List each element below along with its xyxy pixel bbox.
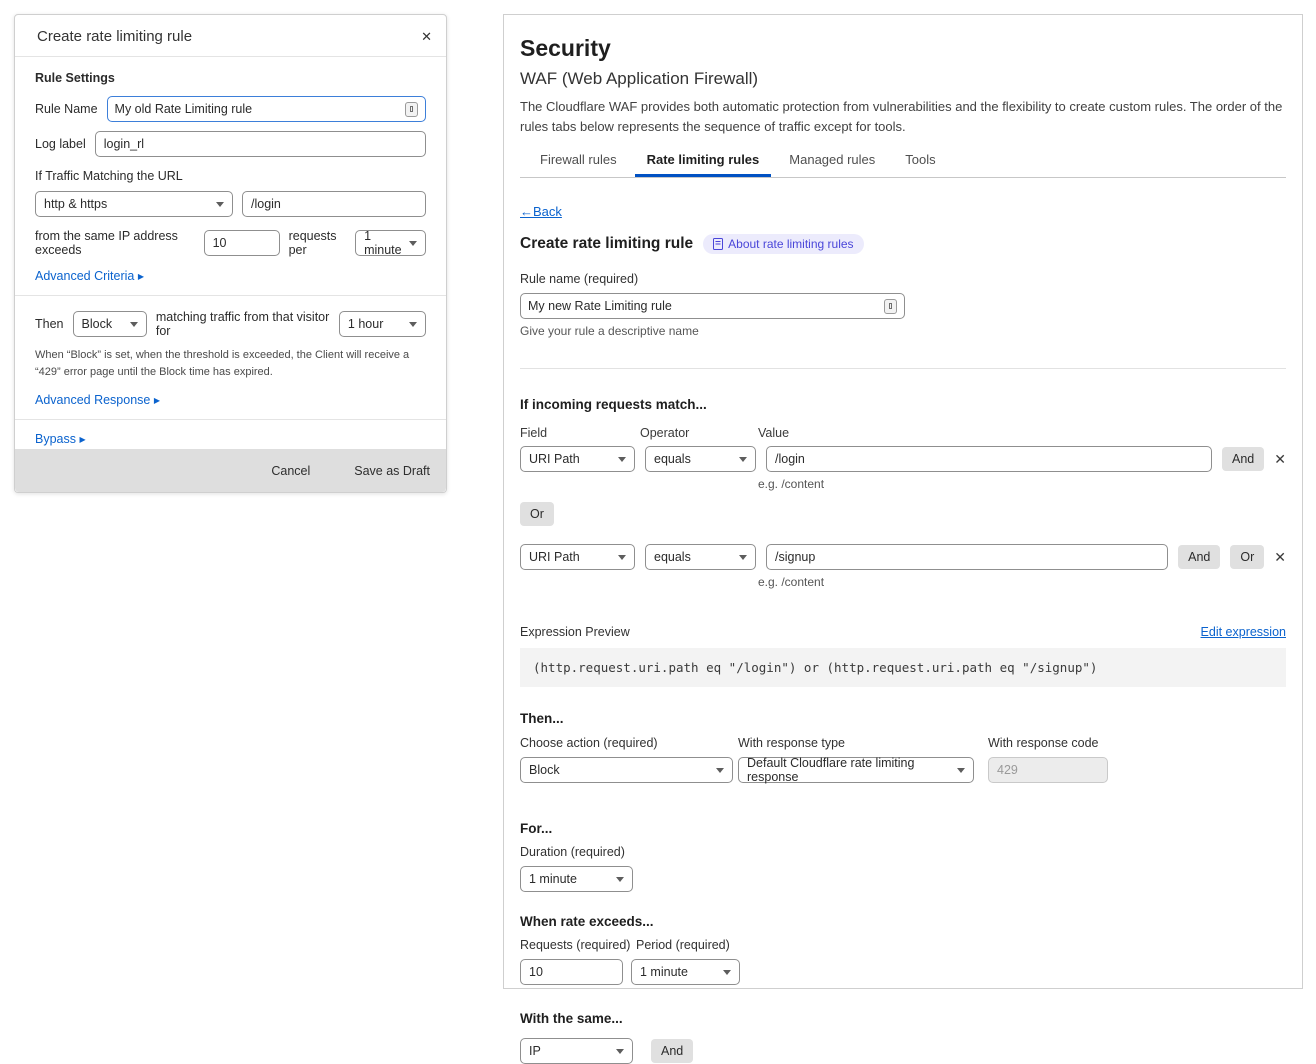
rule-name-input[interactable] [520, 293, 905, 319]
threshold-prefix-text: from the same IP address exceeds [35, 229, 178, 257]
chevron-down-icon [616, 1049, 624, 1054]
requests-input[interactable] [520, 959, 623, 985]
rule-name-label: Rule name (required) [520, 272, 639, 286]
value-hint: e.g. /content [758, 477, 825, 491]
value-input[interactable] [766, 544, 1168, 570]
action-select[interactable]: Block [73, 311, 147, 337]
save-as-draft-button[interactable]: Save as Draft [354, 463, 430, 478]
traffic-match-label: If Traffic Matching the URL [35, 169, 183, 183]
about-rate-limiting-badge[interactable]: About rate limiting rules [703, 234, 863, 254]
period-select[interactable]: 1 minute [355, 230, 426, 256]
expression-preview-label: Expression Preview [520, 625, 630, 639]
tab-bar [520, 152, 1286, 178]
choose-action-label: Choose action (required) [520, 736, 658, 750]
threshold-suffix-text: requests per [288, 229, 337, 257]
duration-select[interactable]: 1 minute [520, 866, 633, 892]
operator-select[interactable]: equals [645, 446, 756, 472]
tab-managed-rules[interactable]: Managed rules [789, 152, 876, 167]
rule-name-help: Give your rule a descriptive name [520, 324, 699, 338]
close-icon[interactable]: ✕ [421, 28, 432, 44]
back-arrow-icon: ← [520, 204, 533, 219]
page-description: The Cloudflare WAF provides both automatic protection from vulnerabilities and the flexibility to create custom rules. The order of the rules tabs below represents the sequence of traffic except for tools. [520, 99, 1283, 134]
requests-label: Requests (required) [520, 938, 631, 952]
rule-name-input-field[interactable] [528, 299, 884, 313]
response-code-input [988, 757, 1108, 783]
log-label-label: Log label [35, 137, 86, 151]
extension-icon [405, 102, 418, 117]
waf-page [503, 14, 1303, 1058]
cancel-button[interactable]: Cancel [271, 463, 311, 478]
field-select[interactable]: URI Path [520, 544, 635, 570]
and-button[interactable]: And [1178, 545, 1220, 569]
chevron-down-icon [616, 877, 624, 882]
chevron-down-icon [409, 322, 417, 327]
condition-row [520, 544, 1286, 570]
block-note-text: When “Block” is set, when the threshold is exceeded, the Client will receive a “429” error page until the Block time has expired. [35, 349, 410, 379]
advanced-response-link[interactable]: Advanced Response ▶ [35, 393, 160, 408]
tab-firewall-rules[interactable]: Firewall rules [540, 152, 617, 167]
rule-name-input-field[interactable] [115, 102, 405, 116]
create-rule-heading: Create rate limiting rule [520, 235, 694, 252]
condition-row [520, 446, 1286, 472]
divider [15, 295, 446, 296]
dialog-footer [15, 449, 446, 492]
scheme-select[interactable]: http & https [35, 191, 233, 217]
response-type-select[interactable]: Default Cloudflare rate limiting response [738, 757, 974, 783]
field-select[interactable]: URI Path [520, 446, 635, 472]
response-code-label: With response code [988, 736, 1099, 750]
dialog-header [15, 15, 446, 57]
chevron-down-icon [216, 202, 224, 207]
page-title: Security [520, 35, 611, 61]
operator-select[interactable]: equals [645, 544, 756, 570]
ban-duration-select[interactable]: 1 hour [339, 311, 426, 337]
then-suffix-text: matching traffic from that visitor for [155, 310, 330, 338]
rate-period-select[interactable]: 1 minute [631, 959, 740, 985]
action-select[interactable]: Block [520, 757, 733, 783]
or-button[interactable]: Or [1230, 545, 1264, 569]
document-icon [713, 238, 723, 250]
value-input[interactable] [766, 446, 1212, 472]
rule-name-label: Rule Name [35, 102, 98, 116]
rate-exceeds-heading: When rate exceeds... [520, 914, 654, 929]
tab-tools[interactable]: Tools [905, 152, 936, 167]
duration-label: Duration (required) [520, 845, 625, 859]
edit-expression-link[interactable]: Edit expression [1200, 625, 1286, 639]
then-label: Then [35, 317, 64, 331]
chevron-down-icon [723, 970, 731, 975]
advanced-criteria-link[interactable]: Advanced Criteria ▶ [35, 269, 144, 283]
dialog-title: Create rate limiting rule [37, 28, 193, 45]
divider [15, 419, 446, 420]
chevron-down-icon [130, 322, 138, 327]
and-button[interactable]: And [1222, 447, 1264, 471]
period-label: Period (required) [636, 938, 730, 952]
expand-arrow-icon: ▶ [153, 396, 160, 406]
back-link[interactable]: ←Back [520, 204, 562, 219]
response-type-label: With response type [738, 736, 845, 750]
chevron-down-icon [409, 241, 417, 246]
expand-arrow-icon: ▶ [137, 272, 144, 281]
match-heading: If incoming requests match... [520, 397, 707, 412]
or-button[interactable]: Or [520, 502, 554, 526]
extension-icon [884, 299, 897, 314]
bypass-link[interactable]: Bypass ▶ [35, 432, 86, 447]
rule-settings-heading: Rule Settings [35, 71, 115, 85]
divider [520, 368, 1286, 369]
and-characteristic-button[interactable]: And [651, 1039, 693, 1063]
field-column-label: Field [520, 426, 548, 440]
with-same-heading: With the same... [520, 1011, 623, 1026]
expression-preview-box: (http.request.uri.path eq "/login") or (http.request.uri.path eq "/signup") [520, 648, 1286, 687]
chevron-down-icon [957, 768, 965, 773]
tab-rate-limiting-rules[interactable]: Rate limiting rules [635, 152, 772, 177]
chevron-down-icon [618, 457, 626, 462]
remove-condition-icon[interactable]: ✕ [1274, 451, 1286, 467]
remove-condition-icon[interactable]: ✕ [1274, 549, 1286, 565]
chevron-down-icon [739, 555, 747, 560]
legacy-rate-limit-dialog [14, 14, 447, 493]
for-heading: For... [520, 821, 553, 836]
chevron-down-icon [716, 768, 724, 773]
operator-column-label: Operator [640, 426, 690, 440]
chevron-down-icon [739, 457, 747, 462]
chevron-down-icon [618, 555, 626, 560]
characteristic-select[interactable]: IP [520, 1038, 633, 1064]
url-pattern-input[interactable] [242, 191, 426, 217]
log-label-input[interactable] [95, 131, 426, 157]
threshold-input[interactable] [204, 230, 280, 256]
expand-arrow-icon: ▶ [79, 435, 86, 445]
then-heading: Then... [520, 711, 564, 726]
page-subtitle: WAF (Web Application Firewall) [520, 69, 759, 88]
rule-name-input[interactable] [107, 96, 426, 122]
value-column-label: Value [758, 426, 790, 440]
value-hint: e.g. /content [758, 575, 825, 589]
